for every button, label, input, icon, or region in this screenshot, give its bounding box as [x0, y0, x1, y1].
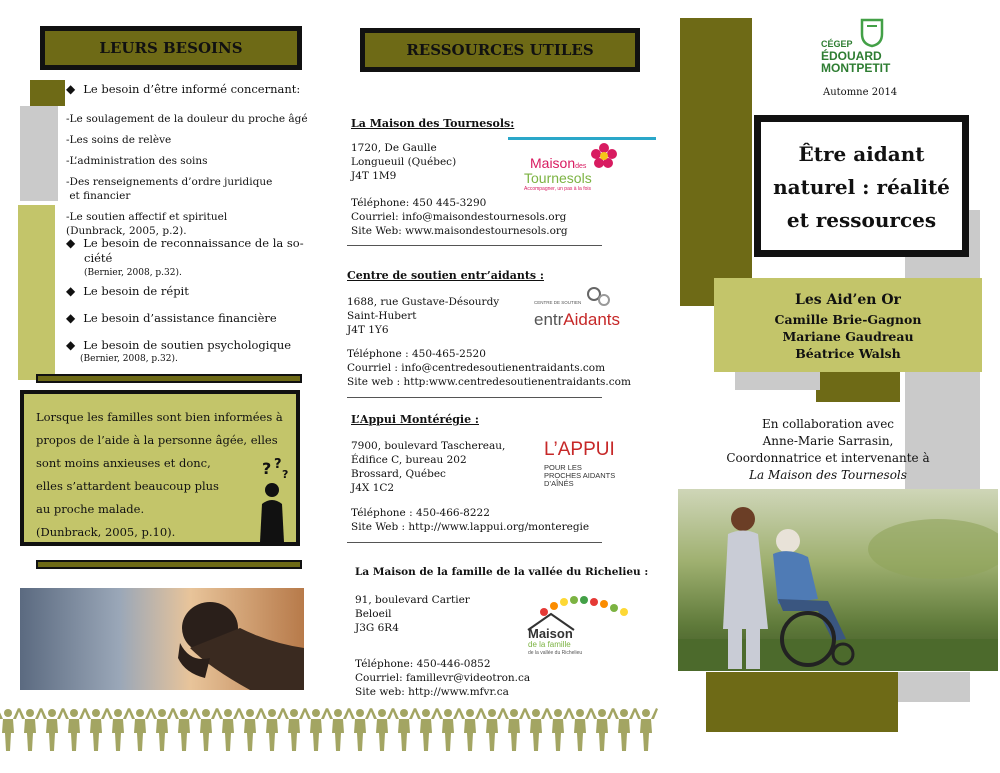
diamond-bullet-icon: ◆: [66, 338, 76, 352]
logo-text: entr: [534, 310, 564, 329]
need-financial: [66, 311, 277, 325]
decor-lime-bar: [18, 205, 55, 380]
decor-olive-block: [816, 372, 900, 402]
decor-olive-vertical: [680, 18, 752, 306]
svg-text:?: ?: [274, 457, 282, 472]
address-line: Beloeil: [355, 608, 392, 620]
list-item: -Le soulagement de la douleur du proche âgé: [66, 113, 308, 125]
svg-text:?: ?: [262, 459, 272, 478]
logo-sub: POUR LES: [544, 463, 582, 472]
diamond-bullet-icon: ◆: [66, 82, 76, 96]
quote-line: elles s’attardent beaucoup plus: [36, 479, 219, 493]
address-line: Saint-Hubert: [347, 310, 417, 322]
praying-silhouette-icon: [150, 588, 304, 690]
resource-title: La Maison de la famille de la vallée du Richelieu :: [355, 566, 649, 578]
collab-line: En collaboration avec: [761, 417, 895, 431]
season: Automne 2014: [823, 87, 898, 98]
title: [761, 138, 962, 237]
college-line: CÉGEP: [821, 39, 853, 49]
address-line: Édifice C, bureau 202: [351, 454, 467, 466]
need-psych-text: Le besoin de soutien psychologique: [83, 338, 292, 352]
contact-line: Courriel: info@maisondestournesols.org: [351, 211, 567, 223]
contact-line: Site web : http:www.centredesoutienentraidants.com: [347, 376, 631, 388]
need-info-text: Le besoin d’être informé concernant:: [83, 82, 301, 96]
logo-text: Aidants: [563, 310, 620, 329]
collab-org: La Maison des Tournesols: [749, 468, 907, 482]
citation: (Bernier, 2008, p.32).: [84, 268, 182, 278]
college-line: ÉDOUARD: [821, 49, 882, 63]
people-chain-figures: [18, 708, 658, 751]
need-financial-text: Le besoin d’assistance financière: [83, 311, 277, 325]
contact-line: Site web: http://www.mfvr.ca: [355, 686, 509, 698]
logo-text: Maison: [530, 155, 576, 171]
collaboration: [680, 416, 976, 484]
title-line: et ressources: [786, 208, 937, 232]
collab-line: Coordonnatrice et intervenante à: [726, 451, 930, 465]
address-line: 1688, rue Gustave-Désourdy: [347, 296, 500, 308]
resource-title: L’Appui Montérégie :: [351, 413, 479, 426]
need-info: [66, 82, 326, 96]
teal-line: [508, 137, 656, 140]
need-psych: [66, 338, 291, 366]
need-recognition-text-2: ciété: [84, 251, 113, 265]
contact-line: Téléphone: 450-446-0852: [355, 658, 491, 670]
diamond-bullet-icon: ◆: [66, 284, 76, 298]
member-name: Mariane Gaudreau: [782, 329, 914, 344]
contact-line: Courriel: famillevr@videotron.ca: [355, 672, 531, 684]
praying-person-photo: [20, 588, 304, 690]
team-name: Les Aid’en Or: [795, 292, 901, 308]
people-chain-decoration: [0, 707, 660, 753]
contact-line: Téléphone: 450 445-3290: [351, 197, 487, 209]
divider: [347, 245, 602, 246]
list-item: (Dunbrack, 2005, p.2).: [66, 225, 187, 237]
logo-small: CENTRE DE SOUTIEN: [534, 300, 582, 305]
resource-contact: [355, 657, 530, 699]
quote-box: [20, 390, 300, 546]
list-item: -Des renseignements d’ordre juridique: [66, 176, 273, 188]
address-line: J3G 6R4: [355, 622, 399, 634]
resource-contact: [351, 506, 589, 534]
list-item: -L’administration des soins: [66, 155, 208, 167]
contact-line: Téléphone : 450-466-8222: [351, 507, 490, 519]
logo-tag: de la vallée du Richelieu: [528, 650, 583, 656]
list-item: -Le soutien affectif et spirituel: [66, 211, 228, 223]
logo-sub: PROCHES AIDANTS: [544, 471, 616, 480]
resource-title: La Maison des Tournesols:: [351, 117, 515, 130]
title-box: [754, 115, 969, 257]
resource-contact: [351, 196, 568, 238]
contact-line: Courriel : info@centredesoutienentraidants.com: [347, 362, 606, 374]
quote-line: propos de l’aide à la personne âgée, elles: [36, 433, 278, 447]
decor-grey-bar: [20, 106, 58, 201]
flower-icon: [590, 142, 618, 170]
team-text: [714, 292, 982, 362]
college-line: MONTPETIT: [821, 61, 891, 75]
logo-text: Maison: [528, 626, 573, 641]
logo-sub: D’AÎNÉS: [544, 479, 574, 488]
address-line: 7900, boulevard Taschereau,: [351, 440, 506, 452]
divider-bar: [36, 374, 302, 383]
collab-line: Anne-Marie Sarrasin,: [762, 434, 894, 448]
thinking-person-icon: [252, 454, 296, 542]
address-line: 1720, De Gaulle: [351, 142, 437, 154]
logo-sub: de la famille: [528, 640, 571, 649]
citation: (Bernier, 2008, p.32).: [80, 354, 178, 364]
needs-header: [40, 26, 302, 70]
decor-olive-bottom: [706, 672, 898, 732]
quote-line: sont moins anxieuses et donc,: [36, 456, 211, 470]
member-name: Béatrice Walsh: [795, 346, 901, 361]
need-recognition-text: Le besoin de reconnaissance de la so-: [83, 236, 304, 250]
appui-logo: [544, 440, 634, 492]
need-recognition: [66, 236, 316, 281]
diamond-bullet-icon: ◆: [66, 311, 76, 325]
address-line: Longueuil (Québec): [351, 156, 457, 168]
logo-text: Tournesols: [524, 170, 592, 186]
logo-tagline: Accompagner, un pas à la fois: [524, 186, 591, 192]
resource-address: [351, 141, 456, 183]
address-line: 91, boulevard Cartier: [355, 594, 470, 606]
contact-line: Site Web : http://www.lappui.org/monteregie: [351, 521, 590, 533]
address-line: Brossard, Québec: [351, 468, 446, 480]
address-line: J4X 1C2: [351, 482, 395, 494]
caregiver-scene-icon: [678, 489, 998, 671]
info-list: [66, 112, 326, 238]
resources-header-text: RESSOURCES UTILES: [406, 41, 594, 59]
title-line: Être aidant: [798, 142, 925, 166]
quote-line: au proche malade.: [36, 502, 145, 516]
member-name: Camille Brie-Gagnon: [774, 312, 922, 327]
decor-grey-bottom: [898, 672, 970, 702]
logo-text: L’APPUI: [544, 439, 615, 460]
resource-address: [355, 593, 470, 635]
svg-text:?: ?: [282, 468, 289, 481]
quote-line: (Dunbrack, 2005, p.10).: [36, 525, 176, 539]
divider-bar: [36, 560, 302, 569]
contact-line: Site Web: www.maisondestournesols.org: [351, 225, 568, 237]
gears-icon: [586, 286, 612, 308]
title-line: naturel : réalité: [773, 175, 950, 199]
resource-address: [347, 295, 499, 337]
quote-line: Lorsque les familles sont bien informées à: [36, 410, 283, 424]
team-box: [714, 278, 982, 372]
need-respite-text: Le besoin de répit: [83, 284, 189, 298]
list-item: -Les soins de relève: [66, 134, 172, 146]
needs-header-text: LEURS BESOINS: [99, 39, 243, 57]
need-respite: [66, 284, 189, 298]
logo-small: des: [575, 163, 587, 170]
list-item: et financier: [66, 190, 131, 202]
contact-line: Téléphone : 450-465-2520: [347, 348, 486, 360]
caregiver-photo: [678, 489, 998, 671]
decor-olive-square: [30, 80, 65, 106]
cegep-logo: [815, 18, 915, 82]
tournesols-logo: [520, 142, 630, 192]
maison-famille-logo: [526, 594, 636, 664]
divider: [347, 397, 602, 398]
resource-contact: [347, 347, 631, 389]
resources-header: [360, 28, 640, 72]
divider: [347, 542, 602, 543]
entraidants-logo: [534, 286, 634, 338]
resource-title: Centre de soutien entr’aidants :: [347, 269, 544, 282]
address-line: J4T 1Y6: [347, 324, 389, 336]
address-line: J4T 1M9: [351, 170, 397, 182]
resource-address: [351, 439, 505, 495]
diamond-bullet-icon: ◆: [66, 236, 76, 250]
